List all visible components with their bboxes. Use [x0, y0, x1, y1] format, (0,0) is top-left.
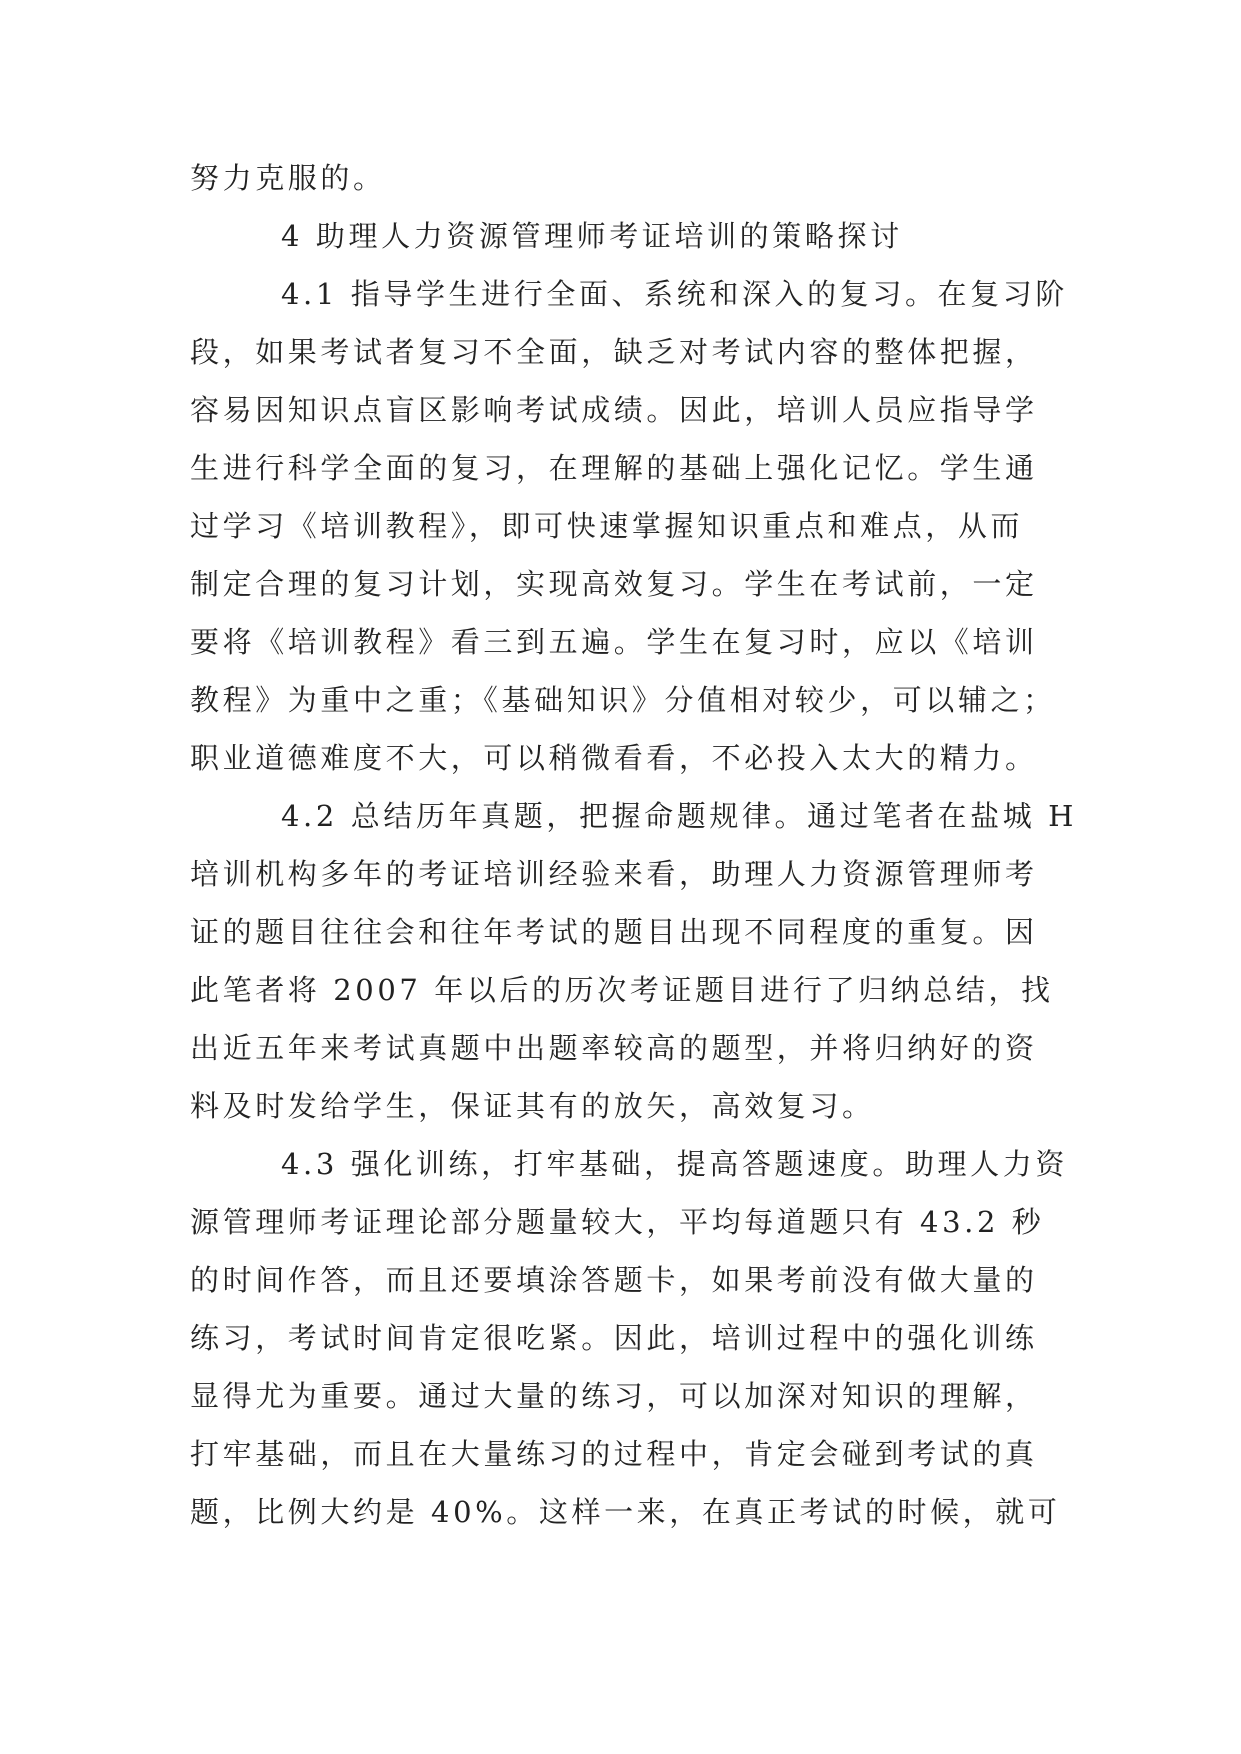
text-line: 要将《培训教程》看三到五遍。学生在复习时，应以《培训: [190, 625, 1038, 659]
text-line: 的时间作答，而且还要填涂答题卡，如果考前没有做大量的: [190, 1263, 1038, 1297]
body-text: [190, 149, 1078, 1541]
text-line: 证的题目往往会和往年考试的题目出现不同程度的重复。因: [190, 915, 1038, 949]
text-line: 生进行科学全面的复习，在理解的基础上强化记忆。学生通: [190, 451, 1038, 485]
subsection-heading-4-1: 4.1 指导学生进行全面、系统和深入的复习。在复习阶: [281, 277, 1068, 311]
text-line: 制定合理的复习计划，实现高效复习。学生在考试前，一定: [190, 567, 1038, 601]
text-line: 过学习《培训教程》，即可快速掌握知识重点和难点，从而: [190, 509, 1024, 543]
text-line: 容易因知识点盲区影响考试成绩。因此，培训人员应指导学: [190, 393, 1038, 427]
text-line: 打牢基础，而且在大量练习的过程中，肯定会碰到考试的真: [190, 1437, 1038, 1471]
text-line: 此笔者将 2007 年以后的历次考证题目进行了归纳总结，找: [190, 973, 1054, 1007]
subsection-heading-4-3: 4.3 强化训练，打牢基础，提高答题速度。助理人力资: [281, 1147, 1068, 1181]
subsection-heading-4-2: 4.2 总结历年真题，把握命题规律。通过笔者在盐城 H: [281, 799, 1078, 833]
text-line: 培训机构多年的考证培训经验来看，助理人力资源管理师考: [190, 857, 1038, 891]
text-line: 练习，考试时间肯定很吃紧。因此，培训过程中的强化训练: [190, 1321, 1038, 1355]
text-line: 出近五年来考试真题中出题率较高的题型，并将归纳好的资: [190, 1031, 1038, 1065]
text-line: 显得尤为重要。通过大量的练习，可以加深对知识的理解，: [190, 1379, 1038, 1413]
text-line: 料及时发给学生，保证其有的放矢，高效复习。: [190, 1089, 875, 1123]
text-line: 教程》为重中之重；《基础知识》分值相对较少，可以辅之；: [190, 683, 1056, 717]
text-line: 职业道德难度不大，可以稍微看看，不必投入太大的精力。: [190, 741, 1038, 775]
text-line: 努力克服的。: [190, 161, 386, 195]
text-line: 段，如果考试者复习不全面，缺乏对考试内容的整体把握，: [190, 335, 1038, 369]
text-line: 题，比例大约是 40%。这样一来，在真正考试的时候，就可: [190, 1495, 1061, 1529]
section-heading: 4 助理人力资源管理师考证培训的策略探讨: [281, 219, 903, 253]
text-line: 源管理师考证理论部分题量较大，平均每道题只有 43.2 秒: [190, 1205, 1045, 1239]
